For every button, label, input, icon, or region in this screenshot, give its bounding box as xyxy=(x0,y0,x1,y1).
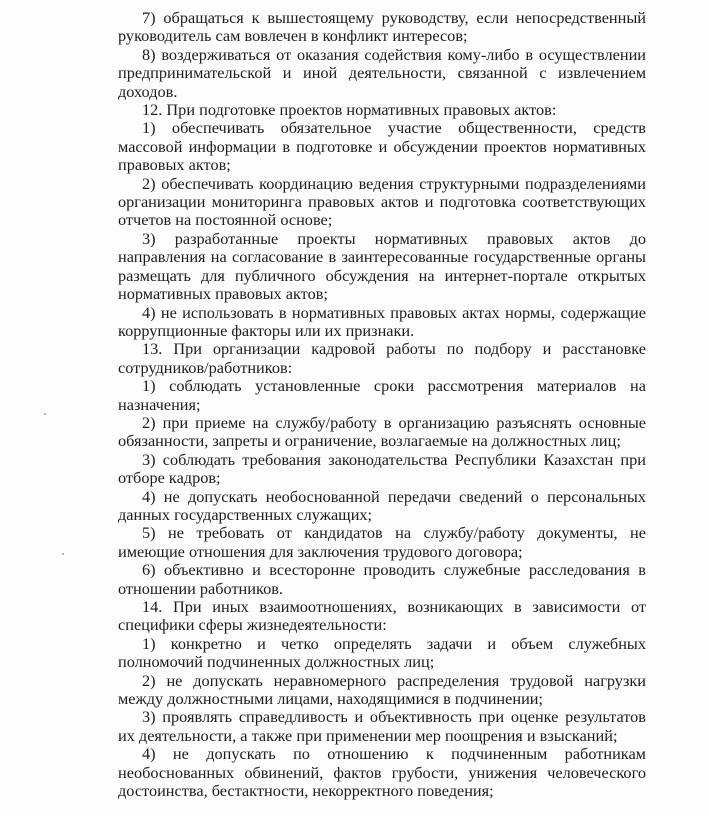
paragraph-7-appeal-to-management: 7) обращаться к вышестоящему руководству, если непосредственный руководитель сам вовлечен в конфликт интересов; xyxy=(118,8,646,46)
paragraph-8-refrain-from-assistance: 8) воздерживаться от оказания содействия кому-либо в осуществлении предпринимательской и иной деятельности, связанной с извлечением доходов. xyxy=(118,44,646,101)
section-12-item-1: 1) обеспечивать обязательное участие общественности, средств массовой информации в подготовке и обсуждении проектов нормативных правовых актов; xyxy=(118,118,646,175)
section-12-heading: 12. При подготовке проектов нормативных правовых актов: xyxy=(142,100,557,120)
scan-speck xyxy=(62,553,64,555)
section-13-item-4: 4) не допускать необоснованной передачи сведений о персональных данных государственных служащих; xyxy=(118,486,646,524)
section-12-item-3: 3) разработанные проекты нормативных правовых актов до направления на согласование в заинтересованные государственные органы размещать для публичного обсуждения на интернет-портале открытых нормативных правовых актов; xyxy=(118,228,646,304)
section-13-item-5: 5) не требовать от кандидатов на службу/работу документы, не имеющие отношения для заключения трудового договора; xyxy=(118,523,646,561)
section-14-item-3: 3) проявлять справедливость и объективность при оценке результатов их деятельности, а также при применении мер поощрения и взысканий; xyxy=(118,707,646,745)
section-13-item-1: 1) соблюдать установленные сроки рассмотрения материалов на назначения; xyxy=(118,376,646,414)
section-14-item-1: 1) конкретно и четко определять задачи и объем служебных полномочий подчиненных должностных лиц; xyxy=(118,633,646,672)
section-13-item-3: 3) соблюдать требования законодательства Республики Казахстан при отборе кадров; xyxy=(118,449,646,488)
section-13-item-6: 6) объективно и всесторонне проводить служебные расследования в отношении работников. xyxy=(118,560,646,598)
section-14-item-4: 4) не допускать по отношению к подчиненным работникам необоснованных обвинений, фактов грубости, унижения человеческого достоинства, бестактности, некорректного поведения; xyxy=(118,744,646,801)
section-12-item-4: 4) не использовать в нормативных правовых актах нормы, содержащие коррупционные факторы или их признаки. xyxy=(118,302,646,340)
section-13-item-2: 2) при приеме на службу/работу в организацию разъяснять основные обязанности, запреты и ограничение, возлагаемые на должностных лиц; xyxy=(118,412,646,451)
section-14-item-2: 2) не допускать неравномерного распределения трудовой нагрузки между должностными лицами, находящимися в подчинении; xyxy=(118,670,646,709)
scan-speck xyxy=(44,413,46,415)
section-13-heading: 13. При организации кадровой работы по подбору и расстановке сотрудников/работников: xyxy=(118,339,646,377)
section-12-item-2: 2) обеспечивать координацию ведения структурными подразделениями организации мониторинга правовых актов и подготовка соответствующих отчетов на постоянной основе; xyxy=(118,173,646,230)
section-14-heading: 14. При иных взаимоотношениях, возникающих в зависимости от специфики сферы жизнедеятельности: xyxy=(118,597,646,635)
document-body xyxy=(118,9,646,800)
